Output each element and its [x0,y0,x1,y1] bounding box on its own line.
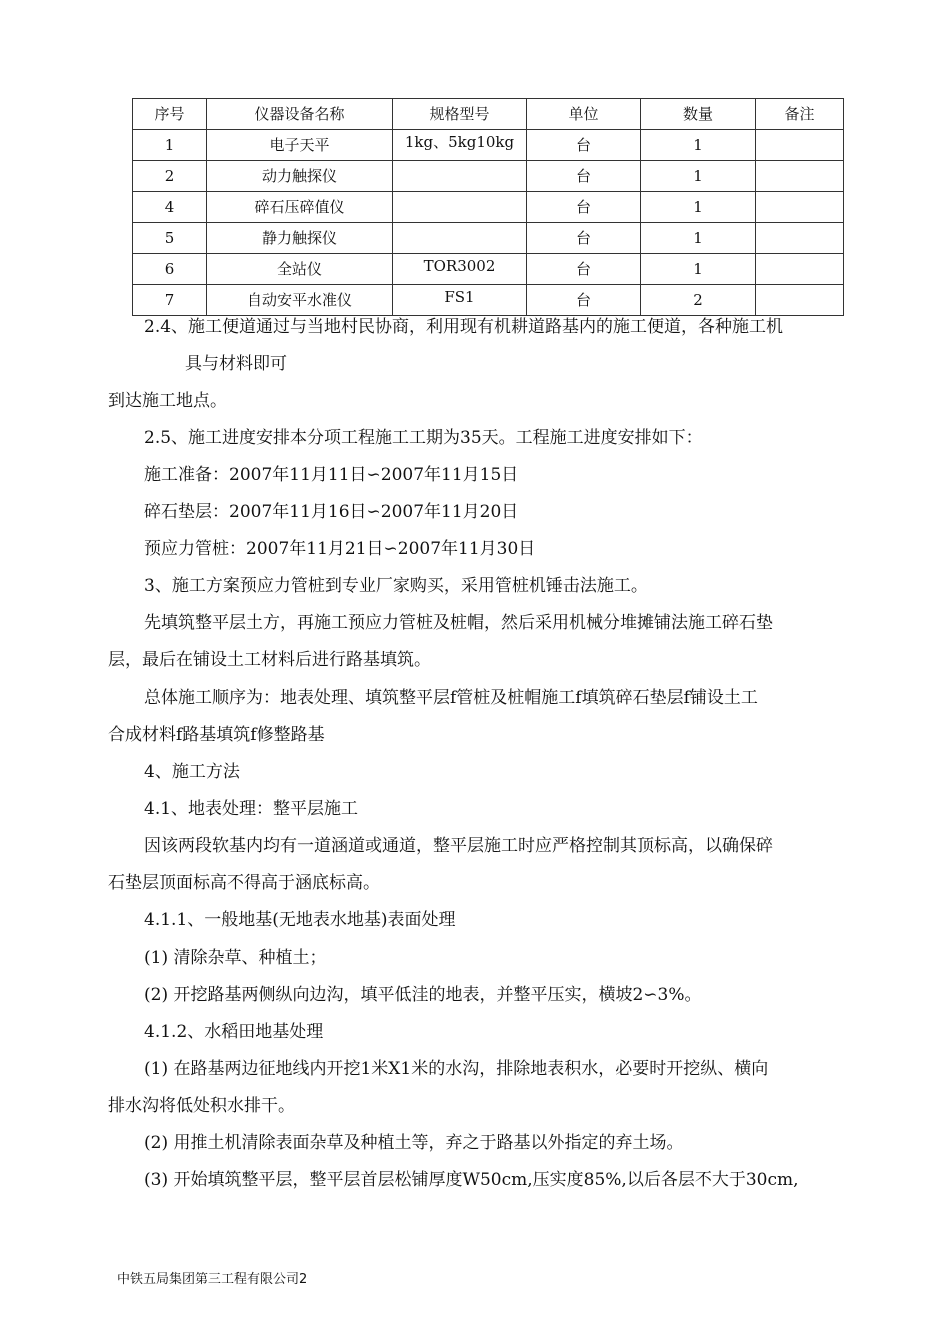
item-4-1-2-2: (2) 用推土机清除表面杂草及种植土等，弃之于路基以外指定的弃土场。 [144,1133,684,1153]
schedule-pile: 预应力管桩：2007年11月21日∽2007年11月30日 [144,539,536,559]
header-no: 序号 [133,99,207,130]
cell-model: FS1 [393,285,527,316]
item-4-1-2-1-line2: 排水沟将低处积水排干。 [108,1096,295,1116]
heading-4-1-2: 4.1.2、水稻田地基处理 [144,1022,324,1042]
equipment-table [132,98,844,316]
cell-unit: 台 [527,161,641,192]
table-row [133,192,844,223]
cell-no: 2 [133,161,207,192]
paragraph-culvert-line1: 因该两段软基内均有一道涵道或通道，整平层施工时应严格控制其顶标高，以确保碎 [144,836,773,856]
cell-note [756,161,844,192]
schedule-prep: 施工准备：2007年11月11日∽2007年11月15日 [144,465,519,485]
page-footer: 中铁五局集团第三工程有限公司2 [117,1272,308,1287]
cell-qty: 1 [641,130,756,161]
cell-model [393,192,527,223]
item-4-1-1-2: (2) 开挖路基两侧纵向边沟，填平低洼的地表，并整平压实，横坡2∽3%。 [144,985,702,1005]
cell-no: 1 [133,130,207,161]
cell-note [756,254,844,285]
paragraph-2-5: 2.5、施工进度安排本分项工程施工工期为35天。工程施工进度安排如下： [144,428,703,448]
cell-unit: 台 [527,130,641,161]
cell-no: 4 [133,192,207,223]
cell-note [756,192,844,223]
cell-qty: 1 [641,254,756,285]
cell-name: 碎石压碎值仪 [207,192,393,223]
cell-note [756,285,844,316]
header-unit: 单位 [527,99,641,130]
table-row [133,130,844,161]
cell-unit: 台 [527,254,641,285]
cell-no: 6 [133,254,207,285]
cell-name: 全站仪 [207,254,393,285]
table-header-row [133,99,844,130]
heading-4-1-1: 4.1.1、一般地基(无地表水地基)表面处理 [144,910,456,930]
header-name: 仪器设备名称 [207,99,393,130]
header-note: 备注 [756,99,844,130]
cell-qty: 1 [641,192,756,223]
cell-qty: 1 [641,161,756,192]
paragraph-fill-line2: 层，最后在铺设土工材料后进行路基填筑。 [108,650,431,670]
cell-name: 自动安平水准仪 [207,285,393,316]
table-row [133,161,844,192]
cell-model: 1kg、5kg10kg [393,130,527,161]
paragraph-2-4-line2: 具与材料即可 [185,354,287,374]
header-model: 规格型号 [393,99,527,130]
cell-name: 动力触探仪 [207,161,393,192]
cell-model: TOR3002 [393,254,527,285]
paragraph-2-4-line3: 到达施工地点。 [108,391,227,411]
item-4-1-1-1: (1) 清除杂草、种植土； [144,948,327,968]
cell-note [756,223,844,254]
cell-model [393,161,527,192]
heading-4-1: 4.1、地表处理：整平层施工 [144,799,359,819]
cell-qty: 2 [641,285,756,316]
table-row [133,223,844,254]
cell-unit: 台 [527,285,641,316]
cell-no: 5 [133,223,207,254]
cell-model [393,223,527,254]
paragraph-fill-line1: 先填筑整平层土方，再施工预应力管桩及桩帽，然后采用机械分堆摊铺法施工碎石垫 [144,613,773,633]
cell-note [756,130,844,161]
cell-qty: 1 [641,223,756,254]
cell-unit: 台 [527,192,641,223]
paragraph-2-4-line1: 2.4、施工便道通过与当地村民协商，利用现有机耕道路基内的施工便道，各种施工机 [144,317,784,337]
schedule-gravel: 碎石垫层：2007年11月16日∽2007年11月20日 [144,502,519,522]
paragraph-sequence-line1: 总体施工顺序为：地表处理、填筑整平层f管桩及桩帽施工f填筑碎石垫层f铺设土工 [144,688,758,708]
cell-name: 静力触探仪 [207,223,393,254]
heading-4: 4、施工方法 [144,762,240,782]
paragraph-3: 3、施工方案预应力管桩到专业厂家购买，采用管桩机锤击法施工。 [144,576,648,596]
cell-no: 7 [133,285,207,316]
paragraph-culvert-line2: 石垫层顶面标高不得高于涵底标高。 [108,873,380,893]
paragraph-sequence-line2: 合成材料f路基填筑f修整路基 [108,725,325,745]
table-row [133,285,844,316]
item-4-1-2-1-line1: (1) 在路基两边征地线内开挖1米X1米的水沟，排除地表积水，必要时开挖纵、横向 [144,1059,769,1079]
cell-unit: 台 [527,223,641,254]
item-4-1-2-3: (3) 开始填筑整平层，整平层首层松铺厚度W50cm,压实度85%,以后各层不大于30cm, [144,1170,799,1190]
cell-name: 电子天平 [207,130,393,161]
header-qty: 数量 [641,99,756,130]
table-row [133,254,844,285]
